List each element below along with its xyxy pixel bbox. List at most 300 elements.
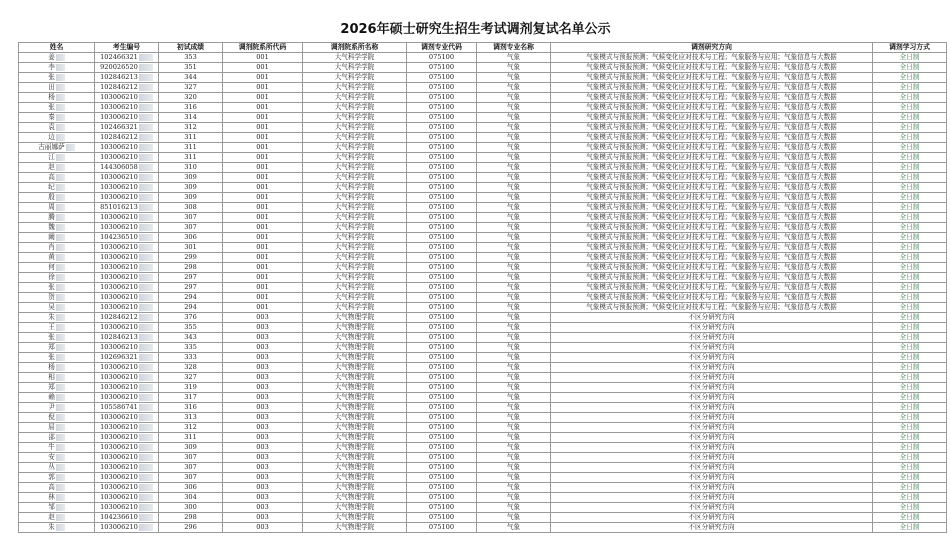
cell-score-text: 312 <box>184 123 197 131</box>
cell-exam-id <box>95 53 159 63</box>
privacy-mask <box>139 374 153 381</box>
cell-direction <box>551 283 873 293</box>
cell-name <box>19 373 95 383</box>
privacy-mask <box>139 354 153 361</box>
cell-name <box>19 493 95 503</box>
cell-major-name-text: 气象 <box>506 243 521 251</box>
cell-dept-name <box>303 213 407 223</box>
table-row <box>19 93 947 103</box>
cell-direction-text: 不区分研究方向 <box>688 433 735 441</box>
cell-major-name-text: 气象 <box>506 463 521 471</box>
cell-name <box>19 403 95 413</box>
cell-study-mode-text: 全日制 <box>899 433 920 441</box>
cell-exam-id-text: 103006210 <box>100 343 138 351</box>
cell-dept-name <box>303 473 407 483</box>
cell-dept-code <box>223 113 303 123</box>
privacy-mask <box>56 524 65 531</box>
table-row <box>19 203 947 213</box>
cell-score <box>159 323 223 333</box>
cell-major-name <box>477 513 551 523</box>
cell-dept-name-text: 大气科学学院 <box>334 203 375 211</box>
cell-exam-id <box>95 243 159 253</box>
cell-major-name-text: 气象 <box>506 253 521 261</box>
cell-name-text: 邹 <box>48 503 55 511</box>
cell-dept-name <box>303 293 407 303</box>
cell-direction <box>551 223 873 233</box>
cell-major-code <box>407 183 477 193</box>
privacy-mask <box>139 244 153 251</box>
privacy-mask <box>56 244 65 251</box>
cell-dept-name-text: 大气科学学院 <box>334 273 375 281</box>
cell-dept-name <box>303 83 407 93</box>
cell-study-mode <box>873 453 947 463</box>
cell-major-name-text: 气象 <box>506 483 521 491</box>
cell-dept-name-text: 大气科学学院 <box>334 83 375 91</box>
cell-score <box>159 203 223 213</box>
cell-score-text: 327 <box>184 373 197 381</box>
cell-exam-id-text: 103006210 <box>100 193 138 201</box>
cell-exam-id-text: 104236510 <box>100 233 138 241</box>
cell-exam-id-text: 102846213 <box>100 333 138 341</box>
cell-direction-text: 气象模式与预报预测；气候变化应对技术与工程；气象服务与应用；气象信息与大数据 <box>586 73 837 81</box>
cell-dept-name <box>303 123 407 133</box>
privacy-mask <box>56 184 65 191</box>
cell-dept-code <box>223 243 303 253</box>
cell-dept-name <box>303 373 407 383</box>
privacy-mask <box>56 64 65 71</box>
cell-study-mode-text: 全日制 <box>899 73 920 81</box>
cell-study-mode <box>873 323 947 333</box>
table-row <box>19 423 947 433</box>
cell-name <box>19 263 95 273</box>
cell-dept-code <box>223 433 303 443</box>
cell-major-code-text: 075100 <box>428 233 455 241</box>
cell-major-code <box>407 413 477 423</box>
cell-direction-text: 气象模式与预报预测；气候变化应对技术与工程；气象服务与应用；气象信息与大数据 <box>586 103 837 111</box>
cell-major-code-text: 075100 <box>428 463 455 471</box>
cell-study-mode-text: 全日制 <box>899 53 920 61</box>
cell-major-name <box>477 523 551 533</box>
cell-exam-id-text: 103006210 <box>100 493 138 501</box>
cell-name-text: 赵 <box>48 513 55 521</box>
cell-name-text: 贺 <box>48 293 55 301</box>
cell-score-text: 316 <box>184 403 197 411</box>
cell-dept-code <box>223 413 303 423</box>
cell-major-name <box>477 323 551 333</box>
privacy-mask <box>56 134 65 141</box>
cell-major-code-text: 075100 <box>428 353 455 361</box>
cell-dept-code-text: 001 <box>256 273 269 281</box>
table-row <box>19 483 947 493</box>
cell-score <box>159 283 223 293</box>
cell-major-code <box>407 453 477 463</box>
privacy-mask <box>56 404 65 411</box>
cell-direction <box>551 383 873 393</box>
cell-major-code-text: 075100 <box>428 213 455 221</box>
cell-dept-code <box>223 203 303 213</box>
cell-direction-text: 不区分研究方向 <box>688 333 735 341</box>
cell-name-text: 赖 <box>48 393 55 401</box>
cell-score-text: 294 <box>184 293 197 301</box>
cell-dept-name <box>303 423 407 433</box>
cell-score-text: 296 <box>184 523 197 531</box>
cell-major-name-text: 气象 <box>506 523 521 531</box>
cell-dept-code-text: 001 <box>256 213 269 221</box>
cell-name-text: 秦 <box>48 113 55 121</box>
cell-exam-id-text: 103006210 <box>100 143 138 151</box>
cell-name-text: 腾 <box>48 213 55 221</box>
cell-name-text: 吴 <box>48 303 55 311</box>
cell-exam-id-text: 102846212 <box>100 133 138 141</box>
cell-major-name <box>477 203 551 213</box>
cell-dept-name-text: 大气物理学院 <box>334 433 375 441</box>
cell-direction <box>551 203 873 213</box>
cell-exam-id-text: 104236610 <box>100 513 138 521</box>
cell-exam-id-text: 103006210 <box>100 473 138 481</box>
cell-dept-name <box>303 513 407 523</box>
cell-direction <box>551 483 873 493</box>
cell-major-name-text: 气象 <box>506 153 521 161</box>
cell-major-name-text: 气象 <box>506 193 521 201</box>
cell-study-mode <box>873 243 947 253</box>
cell-score-text: 316 <box>184 103 197 111</box>
cell-major-code-text: 075100 <box>428 363 455 371</box>
cell-direction-text: 不区分研究方向 <box>688 313 735 321</box>
cell-name <box>19 383 95 393</box>
cell-major-name <box>477 83 551 93</box>
page-title: 2026年硕士研究生招生考试调剂复试名单公示 <box>340 22 611 37</box>
cell-dept-name-text: 大气科学学院 <box>334 143 375 151</box>
table-row <box>19 373 947 383</box>
privacy-mask <box>56 474 65 481</box>
cell-dept-code <box>223 103 303 113</box>
cell-major-code <box>407 173 477 183</box>
cell-major-name-text: 气象 <box>506 333 521 341</box>
cell-name-text: 高 <box>48 173 55 181</box>
cell-study-mode-text: 全日制 <box>899 493 920 501</box>
table-row <box>19 193 947 203</box>
privacy-mask <box>139 504 153 511</box>
cell-dept-name-text: 大气物理学院 <box>334 363 375 371</box>
cell-exam-id <box>95 223 159 233</box>
cell-major-code <box>407 483 477 493</box>
cell-score-text: 294 <box>184 303 197 311</box>
cell-major-name <box>477 163 551 173</box>
cell-major-code-text: 075100 <box>428 223 455 231</box>
cell-score <box>159 93 223 103</box>
cell-study-mode-text: 全日制 <box>899 263 920 271</box>
cell-major-name <box>477 403 551 413</box>
cell-major-name-text: 气象 <box>506 173 521 181</box>
cell-name <box>19 53 95 63</box>
cell-direction-text: 气象模式与预报预测；气候变化应对技术与工程；气象服务与应用；气象信息与大数据 <box>586 123 837 131</box>
privacy-mask <box>56 454 65 461</box>
cell-study-mode-text: 全日制 <box>899 223 920 231</box>
cell-study-mode-text: 全日制 <box>899 93 920 101</box>
cell-major-code-text: 075100 <box>428 103 455 111</box>
cell-major-name <box>477 493 551 503</box>
cell-dept-code-text: 001 <box>256 83 269 91</box>
cell-direction-text: 不区分研究方向 <box>688 373 735 381</box>
cell-dept-code <box>223 93 303 103</box>
table-row <box>19 153 947 163</box>
privacy-mask <box>139 114 153 121</box>
cell-exam-id <box>95 503 159 513</box>
cell-direction-text: 气象模式与预报预测；气候变化应对技术与工程；气象服务与应用；气象信息与大数据 <box>586 183 837 191</box>
cell-major-code-text: 075100 <box>428 433 455 441</box>
cell-exam-id-text: 103006210 <box>100 423 138 431</box>
cell-name-text: 杨 <box>48 363 55 371</box>
cell-major-code-text: 075100 <box>428 193 455 201</box>
cell-exam-id-text: 103006210 <box>100 243 138 251</box>
cell-score <box>159 513 223 523</box>
cell-name-text: 林 <box>48 493 55 501</box>
cell-study-mode <box>873 273 947 283</box>
cell-name-text: 张 <box>48 103 55 111</box>
cell-dept-code-text: 001 <box>256 73 269 81</box>
col-header-id: 考生编号 <box>95 43 159 53</box>
cell-exam-id <box>95 443 159 453</box>
table-row <box>19 433 947 443</box>
cell-score <box>159 113 223 123</box>
cell-major-code <box>407 523 477 533</box>
cell-major-name <box>477 383 551 393</box>
privacy-mask <box>139 234 153 241</box>
table-header-row <box>19 43 947 53</box>
cell-dept-code-text: 003 <box>256 383 269 391</box>
cell-dept-code-text: 003 <box>256 493 269 501</box>
cell-dept-code <box>223 223 303 233</box>
cell-major-code-text: 075100 <box>428 253 455 261</box>
cell-exam-id-text: 103006210 <box>100 523 138 531</box>
cell-name <box>19 363 95 373</box>
cell-major-code <box>407 203 477 213</box>
cell-dept-name <box>303 163 407 173</box>
cell-score-text: 297 <box>184 273 197 281</box>
cell-dept-name-text: 大气科学学院 <box>334 183 375 191</box>
table-row <box>19 223 947 233</box>
cell-study-mode-text: 全日制 <box>899 513 920 521</box>
cell-major-name-text: 气象 <box>506 73 521 81</box>
cell-exam-id-text: 102466321 <box>100 123 138 131</box>
table-row <box>19 463 947 473</box>
cell-dept-name-text: 大气物理学院 <box>334 403 375 411</box>
cell-major-name-text: 气象 <box>506 83 521 91</box>
cell-study-mode-text: 全日制 <box>899 183 920 191</box>
cell-major-name <box>477 283 551 293</box>
cell-major-code-text: 075100 <box>428 453 455 461</box>
cell-study-mode-text: 全日制 <box>899 233 920 241</box>
table-row <box>19 343 947 353</box>
cell-study-mode-text: 全日制 <box>899 243 920 251</box>
cell-direction-text: 气象模式与预报预测；气候变化应对技术与工程；气象服务与应用；气象信息与大数据 <box>586 193 837 201</box>
cell-study-mode <box>873 443 947 453</box>
cell-study-mode-text: 全日制 <box>899 143 920 151</box>
privacy-mask <box>56 284 65 291</box>
cell-direction-text: 不区分研究方向 <box>688 483 735 491</box>
cell-major-name <box>477 443 551 453</box>
cell-direction <box>551 323 873 333</box>
cell-name-text: 黄 <box>48 253 55 261</box>
cell-direction <box>551 153 873 163</box>
privacy-mask <box>139 144 153 151</box>
cell-score <box>159 443 223 453</box>
cell-study-mode-text: 全日制 <box>899 123 920 131</box>
cell-dept-name <box>303 443 407 453</box>
table-row <box>19 123 947 133</box>
table-row <box>19 323 947 333</box>
cell-dept-name-text: 大气科学学院 <box>334 63 375 71</box>
cell-name-text: 袁 <box>48 123 55 131</box>
cell-name <box>19 113 95 123</box>
privacy-mask <box>56 104 65 111</box>
privacy-mask <box>139 394 153 401</box>
table-row <box>19 473 947 483</box>
privacy-mask <box>139 104 153 111</box>
cell-name-text: 高 <box>48 483 55 491</box>
cell-major-code-text: 075100 <box>428 113 455 121</box>
cell-score-text: 306 <box>184 233 197 241</box>
cell-direction <box>551 113 873 123</box>
cell-score-text: 300 <box>184 503 197 511</box>
cell-major-name <box>477 153 551 163</box>
cell-name <box>19 523 95 533</box>
cell-exam-id-text: 102466321 <box>100 53 138 61</box>
table-row <box>19 73 947 83</box>
table-row <box>19 393 947 403</box>
cell-study-mode <box>873 183 947 193</box>
cell-major-code-text: 075100 <box>428 443 455 451</box>
cell-study-mode-text: 全日制 <box>899 443 920 451</box>
cell-major-code-text: 075100 <box>428 323 455 331</box>
cell-exam-id-text: 103006210 <box>100 303 138 311</box>
cell-name-text: 赵 <box>48 163 55 171</box>
cell-major-code <box>407 123 477 133</box>
cell-exam-id-text: 103006210 <box>100 183 138 191</box>
cell-score <box>159 293 223 303</box>
cell-name-text: 张 <box>48 333 55 341</box>
cell-dept-code <box>223 123 303 133</box>
cell-direction-text: 气象模式与预报预测；气候变化应对技术与工程；气象服务与应用；气象信息与大数据 <box>586 93 837 101</box>
cell-direction <box>551 373 873 383</box>
cell-score-text: 309 <box>184 183 197 191</box>
cell-study-mode-text: 全日制 <box>899 163 920 171</box>
cell-study-mode <box>873 353 947 363</box>
privacy-mask <box>56 464 65 471</box>
privacy-mask <box>139 404 153 411</box>
cell-dept-name <box>303 183 407 193</box>
cell-exam-id <box>95 423 159 433</box>
cell-direction <box>551 343 873 353</box>
cell-major-code-text: 075100 <box>428 263 455 271</box>
cell-exam-id <box>95 253 159 263</box>
cell-name-text: 阚 <box>48 233 55 241</box>
cell-dept-name <box>303 303 407 313</box>
col-header-dept-name: 调剂院系所名称 <box>303 43 407 53</box>
privacy-mask <box>139 514 153 521</box>
privacy-mask <box>139 324 153 331</box>
cell-major-name-text: 气象 <box>506 163 521 171</box>
cell-name-text: 朱 <box>48 523 55 531</box>
cell-dept-code-text: 001 <box>256 243 269 251</box>
privacy-mask <box>56 254 65 261</box>
cell-direction <box>551 83 873 93</box>
cell-major-name <box>477 393 551 403</box>
cell-study-mode <box>873 113 947 123</box>
table-row <box>19 173 947 183</box>
cell-score <box>159 383 223 393</box>
cell-major-code <box>407 263 477 273</box>
cell-direction <box>551 103 873 113</box>
cell-study-mode <box>873 143 947 153</box>
cell-name-text: 姜 <box>48 53 55 61</box>
privacy-mask <box>139 414 153 421</box>
cell-direction <box>551 463 873 473</box>
cell-major-code-text: 075100 <box>428 333 455 341</box>
cell-major-code <box>407 223 477 233</box>
cell-direction-text: 不区分研究方向 <box>688 363 735 371</box>
cell-exam-id-text: 102846213 <box>100 73 138 81</box>
cell-exam-id-text: 103006210 <box>100 113 138 121</box>
cell-major-name-text: 气象 <box>506 103 521 111</box>
cell-major-code-text: 075100 <box>428 383 455 391</box>
cell-name-text: 牛 <box>48 443 55 451</box>
cell-study-mode <box>873 233 947 243</box>
cell-study-mode-text: 全日制 <box>899 83 920 91</box>
cell-name <box>19 163 95 173</box>
cell-dept-name-text: 大气物理学院 <box>334 393 375 401</box>
cell-dept-name <box>303 413 407 423</box>
cell-study-mode-text: 全日制 <box>899 203 920 211</box>
cell-major-code-text: 075100 <box>428 393 455 401</box>
cell-dept-name-text: 大气科学学院 <box>334 233 375 241</box>
cell-exam-id <box>95 63 159 73</box>
cell-major-name-text: 气象 <box>506 223 521 231</box>
privacy-mask <box>56 154 65 161</box>
cell-major-name <box>477 103 551 113</box>
cell-score <box>159 403 223 413</box>
cell-dept-code <box>223 213 303 223</box>
cell-exam-id <box>95 103 159 113</box>
cell-name <box>19 313 95 323</box>
cell-name <box>19 273 95 283</box>
cell-exam-id-text: 103006210 <box>100 503 138 511</box>
cell-major-name <box>477 63 551 73</box>
cell-study-mode <box>873 333 947 343</box>
cell-exam-id-text: 103006210 <box>100 273 138 281</box>
cell-study-mode <box>873 203 947 213</box>
cell-score-text: 351 <box>184 63 197 71</box>
cell-dept-name <box>303 273 407 283</box>
cell-study-mode-text: 全日制 <box>899 193 920 201</box>
cell-name <box>19 253 95 263</box>
cell-study-mode-text: 全日制 <box>899 463 920 471</box>
cell-major-code-text: 075100 <box>428 413 455 421</box>
cell-dept-code <box>223 423 303 433</box>
cell-direction <box>551 123 873 133</box>
cell-score-text: 307 <box>184 453 197 461</box>
privacy-mask <box>139 484 153 491</box>
privacy-mask <box>56 494 65 501</box>
cell-dept-name-text: 大气科学学院 <box>334 123 375 131</box>
privacy-mask <box>139 424 153 431</box>
cell-study-mode <box>873 123 947 133</box>
cell-dept-code-text: 001 <box>256 63 269 71</box>
cell-direction-text: 不区分研究方向 <box>688 503 735 511</box>
cell-major-code <box>407 153 477 163</box>
cell-major-code <box>407 213 477 223</box>
cell-dept-name <box>303 333 407 343</box>
